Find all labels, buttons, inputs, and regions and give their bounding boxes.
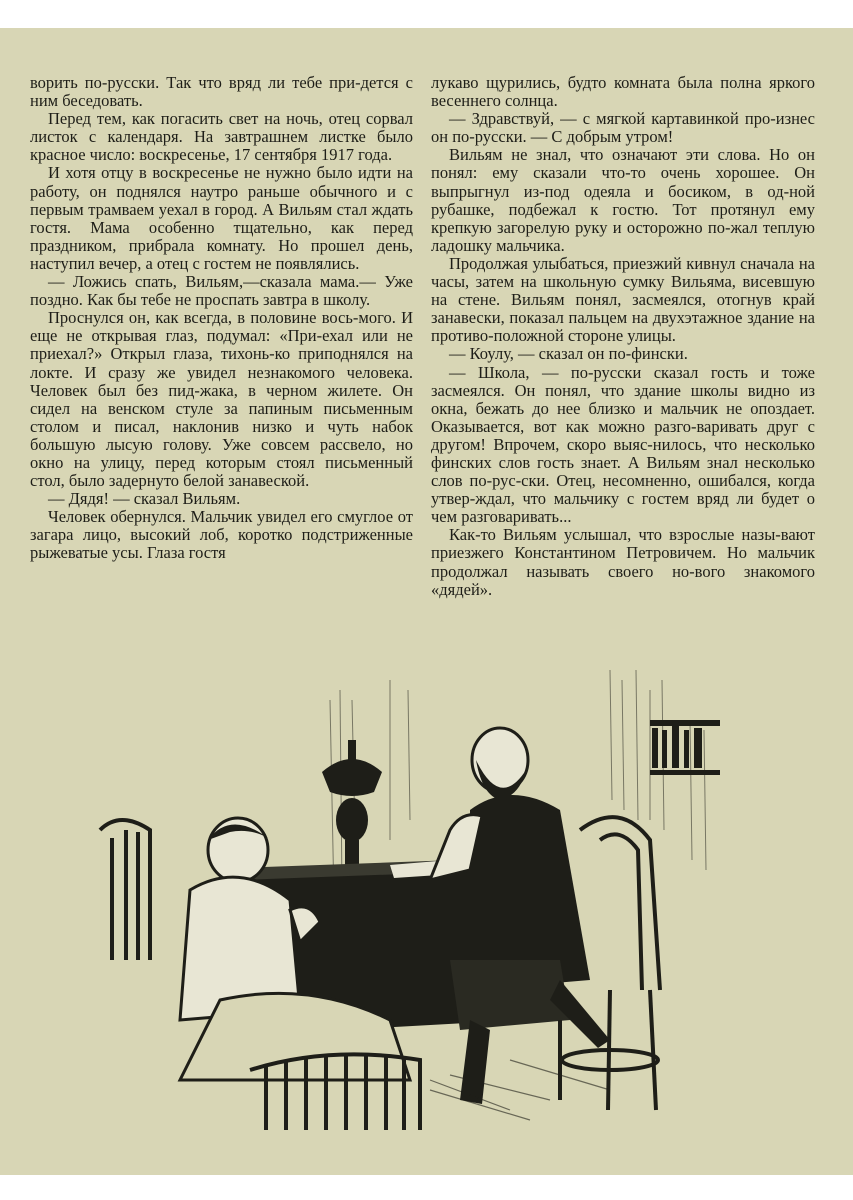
- right-text-column: [431, 74, 815, 599]
- paragraph: Как-то Вильям услышал, что взрослые назы-вают приезжего Константином Петровичем. Но мальчик продолжал называть своего но-вого знакомого «дядей».: [431, 525, 815, 599]
- paragraph: — Дядя! — сказал Вильям.: [48, 489, 241, 509]
- paragraph: — Здравствуй, — с мягкой картавинкой про-изнес он по-русски. — С добрым утром!: [431, 109, 815, 147]
- paragraph: Продолжая улыбаться, приезжий кивнул сначала на часы, затем на школьную сумку Вильяма, висевшую на стене. Вильям понял, засмеялся, отогнув край занавески, показал пальцем на двухэтажное здание на противо-положной стороне улицы.: [431, 253, 815, 346]
- left-text-column: [30, 74, 413, 563]
- paragraph: лукаво щурились, будто комната была полна яркого весеннего солнца.: [431, 73, 815, 111]
- bookshelf-drawing: [650, 720, 720, 775]
- paragraph: — Коулу, — сказал он по-фински.: [449, 344, 688, 364]
- paragraph: И хотя отцу в воскресенье не нужно было идти на работу, он поднялся наутро раньше обычного и с первым трамваем уехал в город. А Вильям стал ждать гостя. Мама особенно тщательно, как перед праздником, прибрала комнату. Но прошел день, наступил вечер, а отец с гостем не появлялись.: [30, 163, 413, 273]
- paragraph: Проснулся он, как всегда, в половине вось-мого. И еще не открывая глаз, подумал: «При-ехал или не приехал?» Открыл глаза, тихонь-ко приподнялся на локте. И сразу же увидел незнакомого человека. Человек был без пид-жака, в черном жилете. Он сидел на венском стуле за папиным письменным столом и писал, наклонив низко и чуть набок большую лысую голову. Уже совсем рассвело, но окно на улицу, перед которым стоял письменный стол, было задернуто белой занавеской.: [30, 308, 413, 491]
- paragraph: — Школа, — по-русски сказал гость и тоже засмеялся. Он понял, что здание школы видно из окна, бежать до нее близко и мальчик не опоздает. Оказывается, вот как можно разго-варивать друг с другом! Впрочем, скоро выяс-нилось, что несколько финских слов гость знает. А Вильям знал несколько слов по-рус-ски. Отец, несомненно, ошибался, когда утвер-ждал, что мальчику с гостем вряд ли будет о чем разговаривать...: [431, 362, 815, 527]
- paragraph: ворить по-русски. Так что вряд ли тебе при-дется с ним беседовать.: [30, 73, 413, 111]
- illustration-boy-and-guest-at-desk: [90, 660, 730, 1130]
- paragraph: Человек обернулся. Мальчик увидел его смуглое от загара лицо, высокий лоб, коротко подстриженные рыжеватые усы. Глаза гостя: [30, 507, 413, 563]
- paragraph: — Ложись спать, Вильям,—сказала мама.— Уже поздно. Как бы тебе не проспать завтра в школу.: [30, 272, 413, 310]
- paragraph: Перед тем, как погасить свет на ночь, отец сорвал листок с календаря. На завтрашнем листке было красное число: воскресенье, 17 сентября 1917 года.: [30, 109, 413, 165]
- paragraph: Вильям не знал, что означают эти слова. Но он понял: ему сказали что-то очень хорошее. Он выпрыгнул из-под одеяла и босиком, в од-ной рубашке, подбежал к гостю. Тот протянул ему крепкую загорелую руку и осторожно по-жал теплую ладошку мальчика.: [431, 145, 815, 255]
- book-page: [0, 28, 853, 1175]
